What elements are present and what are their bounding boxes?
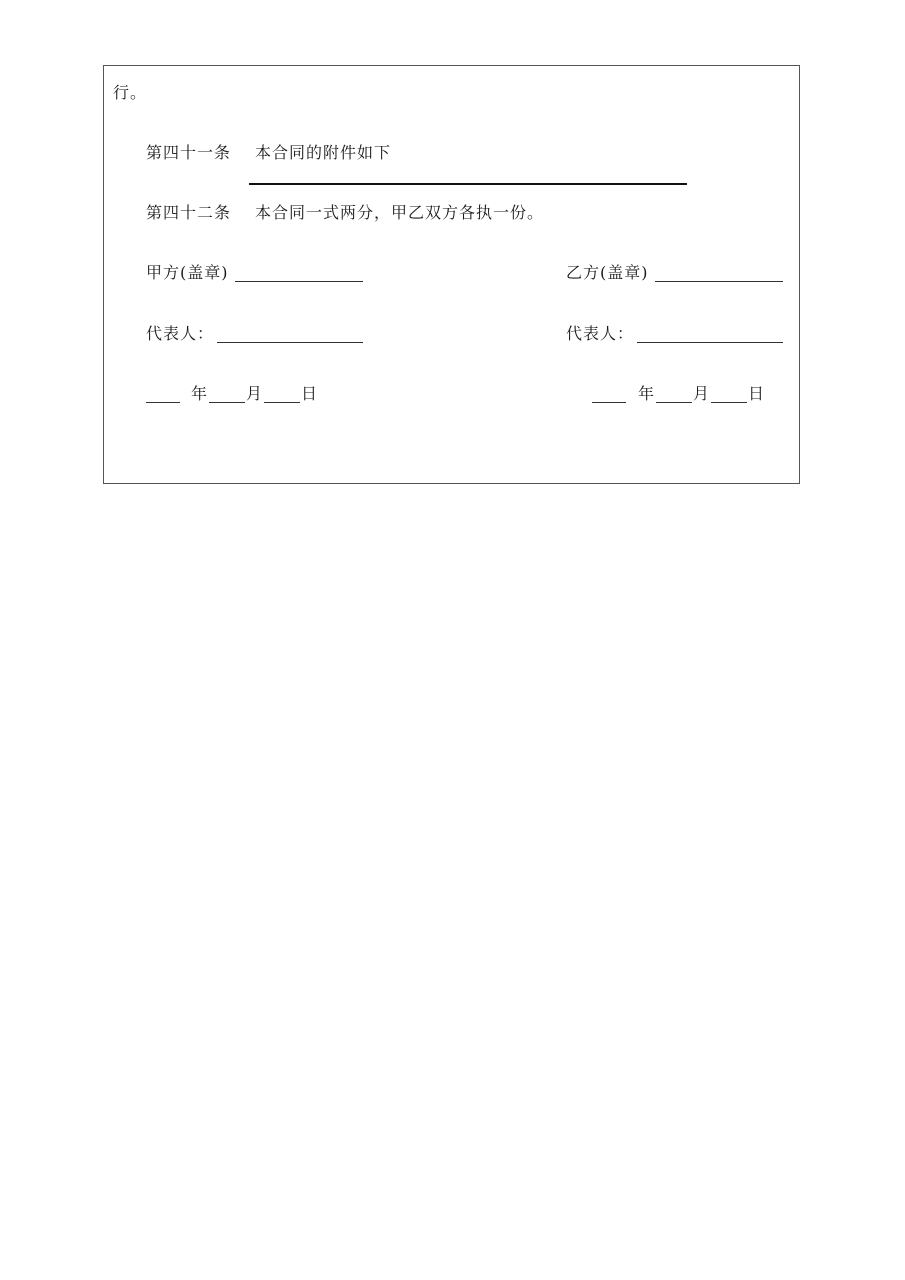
- party-a-month-blank: [209, 402, 245, 403]
- party-b-month-blank: [656, 402, 692, 403]
- party-b-seal-line: [655, 281, 783, 282]
- party-b-day-label: 日: [748, 384, 766, 403]
- party-b-month-label: 月: [693, 384, 711, 403]
- attachment-line: [249, 183, 687, 185]
- party-a-rep-label: 代表人：: [146, 324, 215, 343]
- party-b-day-blank: [711, 402, 747, 403]
- party-a-year-label: 年: [191, 384, 209, 403]
- party-a-day-label: 日: [301, 384, 319, 403]
- party-b-rep-label: 代表人：: [566, 324, 635, 343]
- party-b-year-label: 年: [638, 384, 656, 403]
- party-a-seal-line: [235, 281, 363, 282]
- party-a-year-blank: [146, 402, 180, 403]
- article-41-label: 第四十一条: [146, 143, 232, 162]
- party-a-seal-label: 甲方(盖章): [146, 263, 229, 282]
- continuation-text: 行。: [113, 83, 148, 102]
- article-41-text: 本合同的附件如下: [255, 143, 392, 162]
- article-42-text: 本合同一式两分，甲乙双方各执一份。: [255, 203, 545, 222]
- article-42-label: 第四十二条: [146, 203, 232, 222]
- party-b-year-blank: [592, 402, 626, 403]
- party-a-day-blank: [264, 402, 300, 403]
- party-b-rep-line: [637, 342, 783, 343]
- party-a-month-label: 月: [246, 384, 264, 403]
- party-b-seal-label: 乙方(盖章): [566, 263, 649, 282]
- party-a-rep-line: [217, 342, 363, 343]
